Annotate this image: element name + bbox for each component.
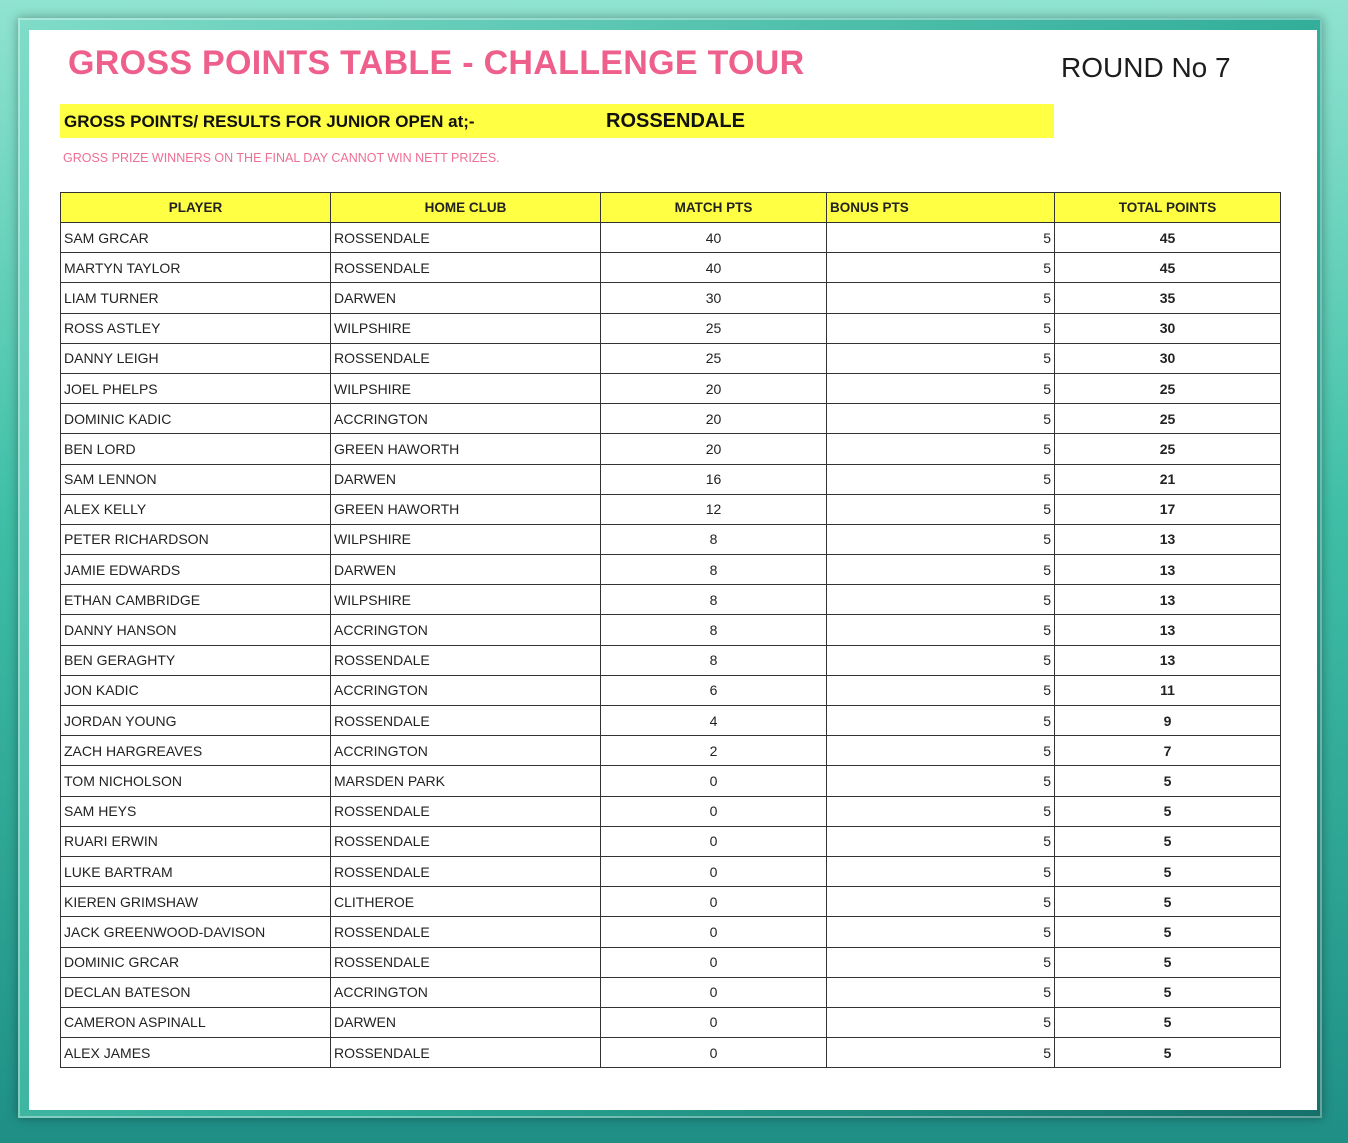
player-name-cell: JAMIE EDWARDS [61, 555, 331, 585]
match-points-cell: 8 [601, 645, 827, 675]
total-points-cell: 30 [1055, 343, 1281, 373]
player-name-cell: JOEL PHELPS [61, 373, 331, 403]
player-name-cell: ROSS ASTLEY [61, 313, 331, 343]
player-name-cell: DOMINIC GRCAR [61, 947, 331, 977]
match-points-cell: 0 [601, 1038, 827, 1068]
table-row [61, 524, 1281, 554]
table-row [61, 736, 1281, 766]
results-table [60, 192, 1281, 1068]
bonus-points-cell: 5 [827, 766, 1055, 796]
match-points-cell: 0 [601, 856, 827, 886]
home-club-cell: DARWEN [331, 555, 601, 585]
player-name-cell: DANNY HANSON [61, 615, 331, 645]
home-club-cell: ACCRINGTON [331, 675, 601, 705]
match-points-cell: 0 [601, 917, 827, 947]
player-name-cell: ETHAN CAMBRIDGE [61, 585, 331, 615]
bonus-points-cell: 5 [827, 736, 1055, 766]
table-row [61, 766, 1281, 796]
match-points-cell: 8 [601, 615, 827, 645]
home-club-cell: ACCRINGTON [331, 736, 601, 766]
total-points-cell: 21 [1055, 464, 1281, 494]
total-points-cell: 5 [1055, 1007, 1281, 1037]
results-label: GROSS POINTS/ RESULTS FOR JUNIOR OPEN at;- [64, 112, 475, 131]
player-name-cell: ZACH HARGREAVES [61, 736, 331, 766]
home-club-cell: DARWEN [331, 283, 601, 313]
total-points-cell: 25 [1055, 373, 1281, 403]
document-page [29, 30, 1317, 1110]
match-points-cell: 25 [601, 343, 827, 373]
home-club-cell: ROSSENDALE [331, 645, 601, 675]
column-header-match-pts: MATCH PTS [601, 193, 827, 223]
table-row [61, 343, 1281, 373]
match-points-cell: 0 [601, 947, 827, 977]
table-row [61, 615, 1281, 645]
total-points-cell: 5 [1055, 1038, 1281, 1068]
match-points-cell: 4 [601, 706, 827, 736]
bonus-points-cell: 5 [827, 313, 1055, 343]
home-club-cell: ROSSENDALE [331, 253, 601, 283]
home-club-cell: ROSSENDALE [331, 1038, 601, 1068]
home-club-cell: DARWEN [331, 464, 601, 494]
bonus-points-cell: 5 [827, 1038, 1055, 1068]
total-points-cell: 35 [1055, 283, 1281, 313]
home-club-cell: WILPSHIRE [331, 373, 601, 403]
home-club-cell: ROSSENDALE [331, 223, 601, 253]
bonus-points-cell: 5 [827, 434, 1055, 464]
table-row [61, 223, 1281, 253]
player-name-cell: JON KADIC [61, 675, 331, 705]
match-points-cell: 0 [601, 1007, 827, 1037]
table-row [61, 253, 1281, 283]
home-club-cell: ACCRINGTON [331, 615, 601, 645]
total-points-cell: 13 [1055, 524, 1281, 554]
table-row [61, 887, 1281, 917]
player-name-cell: KIEREN GRIMSHAW [61, 887, 331, 917]
total-points-cell: 5 [1055, 977, 1281, 1007]
home-club-cell: DARWEN [331, 1007, 601, 1037]
bonus-points-cell: 5 [827, 223, 1055, 253]
player-name-cell: DECLAN BATESON [61, 977, 331, 1007]
table-row [61, 675, 1281, 705]
table-row [61, 1007, 1281, 1037]
table-row [61, 706, 1281, 736]
table-row [61, 313, 1281, 343]
match-points-cell: 20 [601, 404, 827, 434]
home-club-cell: ROSSENDALE [331, 343, 601, 373]
column-header-bonus-pts: BONUS PTS [827, 193, 1055, 223]
player-name-cell: JORDAN YOUNG [61, 706, 331, 736]
column-header-home-club: HOME CLUB [331, 193, 601, 223]
total-points-cell: 30 [1055, 313, 1281, 343]
prize-note: GROSS PRIZE WINNERS ON THE FINAL DAY CANNOT WIN NETT PRIZES. [63, 151, 500, 165]
total-points-cell: 13 [1055, 555, 1281, 585]
bonus-points-cell: 5 [827, 796, 1055, 826]
player-name-cell: SAM LENNON [61, 464, 331, 494]
total-points-cell: 17 [1055, 494, 1281, 524]
player-name-cell: JACK GREENWOOD-DAVISON [61, 917, 331, 947]
round-number: ROUND No 7 [1061, 52, 1231, 83]
match-points-cell: 30 [601, 283, 827, 313]
total-points-cell: 7 [1055, 736, 1281, 766]
total-points-cell: 13 [1055, 615, 1281, 645]
player-name-cell: BEN GERAGHTY [61, 645, 331, 675]
table-row [61, 404, 1281, 434]
player-name-cell: TOM NICHOLSON [61, 766, 331, 796]
bonus-points-cell: 5 [827, 524, 1055, 554]
total-points-cell: 25 [1055, 404, 1281, 434]
match-points-cell: 40 [601, 223, 827, 253]
table-row [61, 826, 1281, 856]
bonus-points-cell: 5 [827, 555, 1055, 585]
bonus-points-cell: 5 [827, 494, 1055, 524]
match-points-cell: 8 [601, 585, 827, 615]
table-row [61, 1038, 1281, 1068]
bonus-points-cell: 5 [827, 404, 1055, 434]
total-points-cell: 5 [1055, 917, 1281, 947]
total-points-cell: 13 [1055, 585, 1281, 615]
player-name-cell: CAMERON ASPINALL [61, 1007, 331, 1037]
home-club-cell: ROSSENDALE [331, 706, 601, 736]
home-club-cell: MARSDEN PARK [331, 766, 601, 796]
home-club-cell: ROSSENDALE [331, 856, 601, 886]
home-club-cell: GREEN HAWORTH [331, 494, 601, 524]
player-name-cell: SAM GRCAR [61, 223, 331, 253]
match-points-cell: 0 [601, 766, 827, 796]
bonus-points-cell: 5 [827, 373, 1055, 403]
table-row [61, 917, 1281, 947]
column-header-player: PLAYER [61, 193, 331, 223]
results-banner [60, 104, 1054, 138]
match-points-cell: 0 [601, 977, 827, 1007]
venue-name: ROSSENDALE [606, 110, 745, 132]
total-points-cell: 45 [1055, 253, 1281, 283]
home-club-cell: ROSSENDALE [331, 917, 601, 947]
bonus-points-cell: 5 [827, 675, 1055, 705]
bonus-points-cell: 5 [827, 464, 1055, 494]
home-club-cell: ROSSENDALE [331, 796, 601, 826]
total-points-cell: 11 [1055, 675, 1281, 705]
home-club-cell: CLITHEROE [331, 887, 601, 917]
table-header-row [61, 193, 1281, 223]
table-row [61, 373, 1281, 403]
player-name-cell: ALEX JAMES [61, 1038, 331, 1068]
home-club-cell: ACCRINGTON [331, 404, 601, 434]
bonus-points-cell: 5 [827, 253, 1055, 283]
bonus-points-cell: 5 [827, 887, 1055, 917]
player-name-cell: BEN LORD [61, 434, 331, 464]
player-name-cell: DANNY LEIGH [61, 343, 331, 373]
bonus-points-cell: 5 [827, 947, 1055, 977]
player-name-cell: LUKE BARTRAM [61, 856, 331, 886]
total-points-cell: 5 [1055, 766, 1281, 796]
match-points-cell: 0 [601, 796, 827, 826]
bonus-points-cell: 5 [827, 917, 1055, 947]
player-name-cell: LIAM TURNER [61, 283, 331, 313]
bonus-points-cell: 5 [827, 283, 1055, 313]
column-header-total-points: TOTAL POINTS [1055, 193, 1281, 223]
table-row [61, 283, 1281, 313]
table-row [61, 555, 1281, 585]
page-title: GROSS POINTS TABLE - CHALLENGE TOUR [68, 44, 805, 82]
player-name-cell: DOMINIC KADIC [61, 404, 331, 434]
table-row [61, 645, 1281, 675]
match-points-cell: 40 [601, 253, 827, 283]
home-club-cell: GREEN HAWORTH [331, 434, 601, 464]
match-points-cell: 12 [601, 494, 827, 524]
table-row [61, 796, 1281, 826]
bonus-points-cell: 5 [827, 977, 1055, 1007]
table-row [61, 434, 1281, 464]
player-name-cell: ALEX KELLY [61, 494, 331, 524]
total-points-cell: 25 [1055, 434, 1281, 464]
player-name-cell: MARTYN TAYLOR [61, 253, 331, 283]
player-name-cell: SAM HEYS [61, 796, 331, 826]
bonus-points-cell: 5 [827, 343, 1055, 373]
match-points-cell: 25 [601, 313, 827, 343]
total-points-cell: 5 [1055, 796, 1281, 826]
bonus-points-cell: 5 [827, 826, 1055, 856]
match-points-cell: 20 [601, 434, 827, 464]
match-points-cell: 8 [601, 555, 827, 585]
table-row [61, 494, 1281, 524]
total-points-cell: 13 [1055, 645, 1281, 675]
match-points-cell: 6 [601, 675, 827, 705]
bonus-points-cell: 5 [827, 856, 1055, 886]
bonus-points-cell: 5 [827, 615, 1055, 645]
match-points-cell: 2 [601, 736, 827, 766]
table-row [61, 977, 1281, 1007]
bonus-points-cell: 5 [827, 645, 1055, 675]
home-club-cell: ACCRINGTON [331, 977, 601, 1007]
table-row [61, 464, 1281, 494]
home-club-cell: WILPSHIRE [331, 524, 601, 554]
total-points-cell: 9 [1055, 706, 1281, 736]
player-name-cell: RUARI ERWIN [61, 826, 331, 856]
total-points-cell: 5 [1055, 947, 1281, 977]
bonus-points-cell: 5 [827, 585, 1055, 615]
table-row [61, 856, 1281, 886]
home-club-cell: ROSSENDALE [331, 826, 601, 856]
player-name-cell: PETER RICHARDSON [61, 524, 331, 554]
match-points-cell: 8 [601, 524, 827, 554]
total-points-cell: 5 [1055, 826, 1281, 856]
match-points-cell: 20 [601, 373, 827, 403]
match-points-cell: 16 [601, 464, 827, 494]
total-points-cell: 45 [1055, 223, 1281, 253]
home-club-cell: WILPSHIRE [331, 585, 601, 615]
table-row [61, 585, 1281, 615]
match-points-cell: 0 [601, 887, 827, 917]
total-points-cell: 5 [1055, 856, 1281, 886]
home-club-cell: WILPSHIRE [331, 313, 601, 343]
total-points-cell: 5 [1055, 887, 1281, 917]
bonus-points-cell: 5 [827, 1007, 1055, 1037]
bonus-points-cell: 5 [827, 706, 1055, 736]
table-row [61, 947, 1281, 977]
match-points-cell: 0 [601, 826, 827, 856]
home-club-cell: ROSSENDALE [331, 947, 601, 977]
